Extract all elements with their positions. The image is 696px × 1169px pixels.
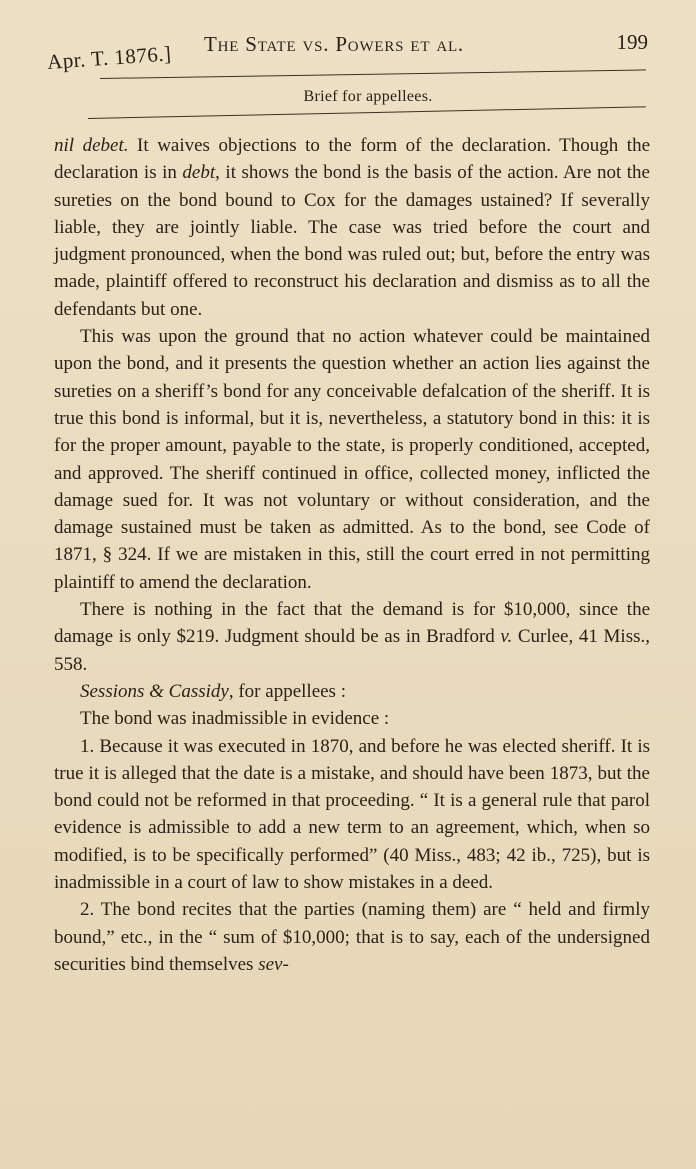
paragraph-4: The bond was inadmissible in evidence : [80, 708, 390, 730]
running-head [44, 30, 648, 74]
paragraph-5: 1. Because it was executed in 1870, and before he was elected sheriff. It is true it is alleged that the date is a mistake, and should have been 1873, but the bond could not be reformed in that proceeding. “ It is a general rule that parol evidence is admissible to add a new term to an agreement, which, when so modified, is to be specifically performed” (40 Miss., 483; 42 ib., 725), but is inadmissible in a court of law to show mistakes in a deed. [54, 735, 650, 894]
paragraph-1-text-b: , it shows the bond is the basis of the action. Are not the sureties on the bond bound to Cox for the damages ustained? If severally liable, they are jointly liable. The case was tried before the court and judgment pronounced, when the bond was ruled out; but, before the entry was made, plaintiff offered to reconstruct his declaration and dismiss as to all the defendants but one. [54, 162, 650, 320]
brief-subheading: Brief for appellees. [303, 88, 433, 105]
paragraph-1-italic-debt: debt [182, 162, 216, 184]
paragraph-3-italic-v: v. [500, 626, 513, 648]
counsel-names: Sessions & Cassidy [80, 680, 229, 702]
paragraph-6 [54, 896, 650, 978]
case-title: The State vs. Powers et al. [204, 32, 464, 56]
paragraph-3-text-a: There is nothing in the fact that the demand is for $10,000, since the damage is only $219. Judgment should be as in Bradford [54, 599, 650, 648]
paragraph-1-opening-italic: nil debet. [54, 135, 129, 156]
paragraph-2: This was upon the ground that no action whatever could be maintained upon the bond, and it presents the question whether an action lies against the sureties on a sheriff’s bond for any conceivable defalcation of the sheriff. It is true this bond is informal, but it is, nevertheless, a statutory bond in this: it is for the proper amount, payable to the state, is properly conditioned, accepted, and approved. The sheriff continued in office, collected money, inflicted the damage sued for. It was not voluntary or without consideration, and the damage sustained must be taken as admitted. As to the bond, see Code of 1871, § 324. If we are mistaken in this, still the court erred in not permitting plaintiff to amend the declaration. [54, 326, 650, 593]
body-text [54, 132, 650, 978]
paragraph-6-text-a: 2. The bond recites that the parties (naming them) are “ held and firmly bound,” etc., in the “ sum of $10,000; that is to say, each of the undersigned securities bind themselves [54, 899, 650, 975]
paragraph-3-text-b: Curlee, 41 Miss., 558. [54, 626, 650, 675]
page-number: 199 [616, 30, 648, 54]
counsel-line [54, 678, 650, 705]
term-label: Apr. T. 1876.] [46, 41, 173, 75]
paragraph-1 [54, 132, 650, 323]
paragraph-1-text-a: It waives objections to the form of the declaration. Though the declaration is in [54, 135, 651, 184]
header-rule-bottom [88, 106, 646, 119]
paragraph-6-italic-end: sev- [258, 953, 289, 975]
counsel-role: , for appellees : [228, 680, 346, 702]
paragraph-3 [54, 596, 650, 678]
